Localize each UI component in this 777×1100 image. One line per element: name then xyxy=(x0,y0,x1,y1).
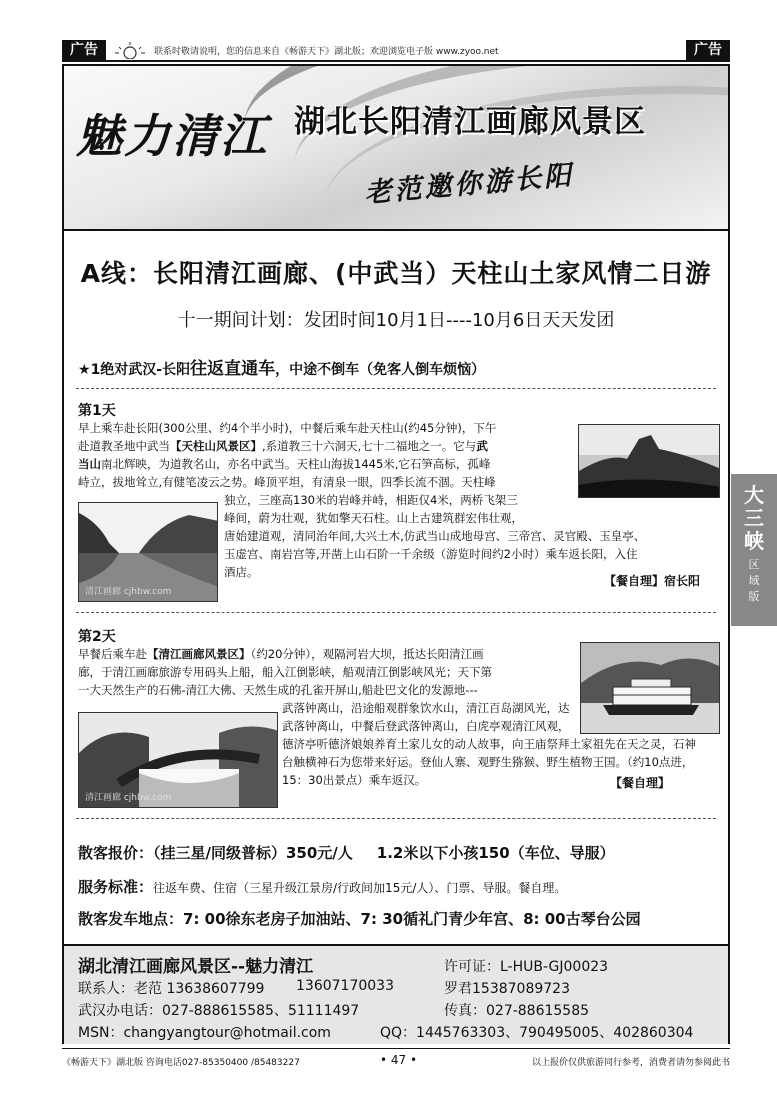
day1-title: 第1天 xyxy=(78,403,116,419)
banner-title: 湖北长阳清江画廊风景区 xyxy=(294,104,646,140)
day2-line: 武落钟离山，沿途船观群象饮水山，清江百岛湖风光，达 xyxy=(282,701,570,715)
divider xyxy=(76,388,716,389)
source-note: 联系时敬请说明，您的信息来自《畅游天下》湖北版；欢迎浏览电子版 www.zyoo.net xyxy=(154,46,499,57)
side-tab-title: 大三峡 xyxy=(744,483,764,553)
side-tab-subtitle: 区域版 xyxy=(748,558,760,603)
feature-highlight: 往返直通车 xyxy=(190,359,276,379)
divider xyxy=(76,612,716,613)
msn: MSN：changyangtour@hotmail.com xyxy=(78,1025,331,1041)
depart-label: 散客发车地点： xyxy=(78,910,184,928)
photo-cruise-ship xyxy=(580,642,720,734)
feature-text: ，中途不倒车（免客人倒车烦恼） xyxy=(275,362,486,378)
mountain-photo-icon xyxy=(579,425,720,498)
day2-line: 早餐后乘车赴【清江画廊风景区】（约20分钟），观隔河岩大坝，抵达长阳清江画 xyxy=(78,647,484,661)
magazine-logo xyxy=(112,41,148,59)
day2-line: 廊，于清江画廊旅游专用码头上船，船入江倒影峡，船观清江倒影峡风光；天下第 xyxy=(78,665,492,679)
depart-row xyxy=(78,908,641,929)
route-title: A线：长阳清江画廊、(中武当）天柱山土家风情二日游 xyxy=(80,259,712,288)
qq: QQ：1445763303、790495005、402860304 xyxy=(380,1025,694,1041)
day1-line: 当山南北辉映，为道教名山，亦名中武当。天柱山海拔1445米,它石笋高标，孤峰 xyxy=(78,457,491,471)
sun-logo-icon xyxy=(113,41,147,59)
day1-line: 峙立，拔地耸立,有健笔凌云之势。峰顶平坦，有清泉一眼，四季长流不涸。天柱峰 xyxy=(78,475,496,489)
day2-line: 台触横神石为您带来好运。登仙人寨、观野生猕猴、野生植物王国。（约10点进， xyxy=(282,755,694,769)
price-row xyxy=(78,842,615,863)
ship-photo-icon xyxy=(581,643,720,734)
contact-title: 湖北清江画廊风景区--魅力清江 xyxy=(78,957,314,977)
day2-title: 第2天 xyxy=(78,629,116,645)
contact-panel xyxy=(64,944,728,1044)
service-value: 往返车费、住宿（三星升级江景房/行政间加15元/人）、门票、导服。餐自理。 xyxy=(153,881,567,895)
contact-person: 联系人：老范 13638607799 xyxy=(78,981,265,997)
license: 许可证：L-HUB-GJ00023 xyxy=(444,959,609,975)
feature-text: 1绝对武汉-长阳 xyxy=(90,362,191,378)
photo-mountain xyxy=(578,424,720,498)
ad-tag-left: 广告 xyxy=(62,40,106,60)
day1-line: 早上乘车赴长阳(300公里、约4个半小时)，中餐后乘车赴天柱山(约45分钟)，下午 xyxy=(78,421,497,435)
contact-person2: 罗君15387089723 xyxy=(444,981,570,997)
day2-line: 德济亭听德济娘娘养育土家儿女的动人故事，向王庙祭拜土家祖先在天之灵，石神 xyxy=(282,737,696,751)
day2-line: 武落钟离山，中餐后登武落钟离山，白虎亭观清江风观， xyxy=(282,719,570,733)
day1-meal-note: 【餐自理】宿长阳 xyxy=(604,574,701,588)
day1-line: 独立，三座高130米的岩峰并峙，相距仅4米，两桥飞架三 xyxy=(224,493,518,507)
depart-value: 7: 00徐东老房子加油站、7: 30循礼门青少年宫、8: 00古琴台公园 xyxy=(183,910,641,928)
banner xyxy=(64,66,728,231)
banner-slogan: 老范邀你游长阳 xyxy=(363,159,576,210)
footer-right: 以上报价仅供旅游同行参考，消费者请勿参阅此书 xyxy=(531,1058,730,1068)
photo-caption: 清江画廊 cjhbw.com xyxy=(85,587,172,597)
day1-line: 赴道教圣地中武当【天柱山风景区】,系道教三十六洞天,七十二福地之一。它与武 xyxy=(78,439,488,453)
day1-line: 唐始建道观，清同治年间,大兴土木,仿武当山成地母宫、三帝宫、灵官殿、玉皇亭、 xyxy=(224,529,646,543)
child-price: 1.2米以下小孩150（车位、导服） xyxy=(376,844,615,862)
service-label: 服务标准： xyxy=(78,878,154,896)
photo-river xyxy=(78,502,218,602)
office-phone: 武汉办电话：027-888615585、51111497 xyxy=(78,1003,360,1019)
feature-line xyxy=(78,354,485,379)
day2-line: 一大天然生产的石佛-清江大佛、天然生成的孔雀开屏山,船赴巴文化的发源地--- xyxy=(78,683,478,697)
day1-line: 玉虚宫、南岩宫等,开凿上山石阶一千余级（游览时间约2小时）乘车返长阳，入住 xyxy=(224,547,638,561)
footer-left: 《畅游天下》湖北版 咨询电话027-85350400 /85483227 xyxy=(62,1058,300,1068)
top-strip xyxy=(62,40,730,62)
advert-frame xyxy=(62,64,730,1044)
photo-dam xyxy=(78,712,278,808)
page-footer xyxy=(62,1048,730,1072)
photo-caption: 清江画廊 cjhbw.com xyxy=(85,793,172,803)
price-label: 散客报价： xyxy=(78,844,154,862)
fax: 传真：027-88615585 xyxy=(444,1003,590,1019)
page-number: • 47 • xyxy=(380,1053,418,1067)
price-value: （挂三星/同级普标）350元/人 xyxy=(153,844,353,862)
day1-line: 酒店。 xyxy=(224,565,259,579)
ad-tag-right: 广告 xyxy=(686,40,730,60)
divider xyxy=(76,818,716,819)
day2-line: 15：30出景点）乘车返汉。 xyxy=(282,773,427,787)
day2-meal-note: 【餐自理】 xyxy=(610,776,671,790)
day1-line: 峰间，蔚为壮观，犹如擎天石柱。山上古建筑群宏伟壮观， xyxy=(224,511,523,525)
service-row xyxy=(78,876,566,897)
star-icon: ★ xyxy=(78,362,91,378)
schedule: 十一期间计划：发团时间10月1日----10月6日天天发团 xyxy=(177,310,615,331)
brand-calligraphy: 魅力清江 xyxy=(76,109,268,163)
region-side-tab xyxy=(731,474,777,626)
contact-phone: 13607170033 xyxy=(296,978,394,994)
